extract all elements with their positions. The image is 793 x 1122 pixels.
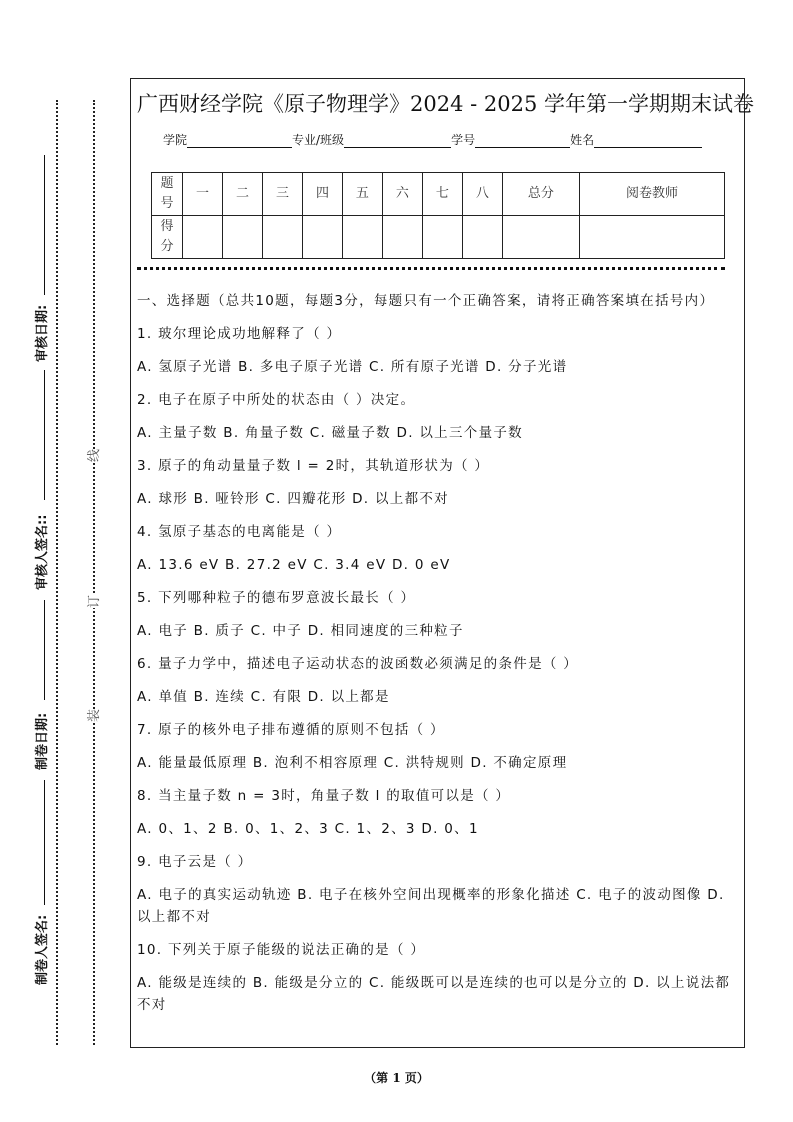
major-label: 专业/班级 (292, 133, 345, 147)
reviewer-line[interactable] (44, 370, 45, 500)
question-1: 1. 玻尔理论成功地解释了（ ） (137, 326, 342, 342)
question-10-options: A. 能级是连续的 B. 能级是分立的 C. 能级既可以是连续的也可以是分立的 D. 以上说法都不对 (137, 975, 731, 1013)
maker-line[interactable] (44, 780, 45, 905)
header-cell: 五 (342, 173, 382, 216)
question-4-options: A. 13.6 eV B. 27.2 eV C. 3.4 eV D. 0 eV (137, 557, 451, 573)
score-cell[interactable] (462, 216, 502, 259)
binding-ding: 订 (83, 595, 102, 608)
score-header-row (152, 173, 725, 216)
question-5-options: A. 电子 B. 质子 C. 中子 D. 相同速度的三种粒子 (137, 623, 464, 639)
header-cell: 四 (302, 173, 342, 216)
score-cell[interactable] (502, 216, 579, 259)
major-field[interactable] (344, 133, 451, 148)
binding-zhuang: 装 (83, 709, 102, 722)
score-cell[interactable] (580, 216, 725, 259)
dotted-separator (137, 267, 725, 270)
header-cell: 六 (382, 173, 422, 216)
reviewer-label: 审核人签名:: (35, 514, 50, 590)
question-6-options: A. 单值 B. 连续 C. 有限 D. 以上都是 (137, 689, 390, 705)
question-9: 9. 电子云是（ ） (137, 854, 253, 870)
score-cell[interactable] (222, 216, 262, 259)
question-2: 2. 电子在原子中所处的状态由（ ）决定。 (137, 392, 416, 408)
make-date-label: 制卷日期: (35, 712, 50, 770)
question-7-options: A. 能量最低原理 B. 泡利不相容原理 C. 洪特规则 D. 不确定原理 (137, 755, 568, 771)
question-list (137, 290, 737, 1027)
score-row (152, 216, 725, 259)
binding-dotted-line (93, 100, 95, 1045)
question-3-options: A. 球形 B. 哑铃形 C. 四瓣花形 D. 以上都不对 (137, 491, 449, 507)
header-cell: 二 (222, 173, 262, 216)
review-date-label: 审核日期: (35, 304, 50, 362)
exam-title: 广西财经学院《原子物理学》2024 - 2025 学年第一学期期末试卷 (137, 92, 755, 116)
id-field[interactable] (475, 133, 570, 148)
question-8: 8. 当主量子数 n = 3时，角量子数 l 的取值可以是（ ） (137, 788, 511, 804)
question-9-options: A. 电子的真实运动轨迹 B. 电子在核外空间出现概率的形象化描述 C. 电子的波动图像 D. 以上都不对 (137, 887, 725, 925)
score-table (151, 172, 725, 259)
header-cell: 总分 (502, 173, 579, 216)
student-info (163, 131, 702, 148)
question-2-options: A. 主量子数 B. 角量子数 C. 磁量子数 D. 以上三个量子数 (137, 425, 523, 441)
question-4: 4. 氢原子基态的电离能是（ ） (137, 524, 342, 540)
question-7: 7. 原子的核外电子排布遵循的原则不包括（ ） (137, 722, 445, 738)
college-label: 学院 (163, 133, 188, 147)
question-8-options: A. 0、1、2 B. 0、1、2、3 C. 1、2、3 D. 0、1 (137, 821, 479, 837)
row-label: 得分 (152, 216, 183, 259)
question-3: 3. 原子的角动量量子数 l = 2时，其轨道形状为（ ） (137, 458, 490, 474)
id-label: 学号 (451, 133, 476, 147)
header-cell: 七 (422, 173, 462, 216)
section-heading: 一、选择题（总共10题，每题3分，每题只有一个正确答案，请将正确答案填在括号内） (137, 293, 715, 309)
score-cell[interactable] (382, 216, 422, 259)
maker-label: 制卷人签名: (35, 914, 50, 985)
college-field[interactable] (187, 133, 292, 148)
score-cell[interactable] (422, 216, 462, 259)
review-date-line[interactable] (44, 155, 45, 295)
header-cell: 阅卷教师 (580, 173, 725, 216)
make-date-line[interactable] (44, 600, 45, 700)
binding-xian: 线 (83, 449, 102, 462)
question-1-options: A. 氢原子光谱 B. 多电子原子光谱 C. 所有原子光谱 D. 分子光谱 (137, 359, 568, 375)
name-label: 姓名 (570, 133, 595, 147)
score-cell[interactable] (183, 216, 223, 259)
question-6: 6. 量子力学中，描述电子运动状态的波函数必须满足的条件是（ ） (137, 656, 579, 672)
page-number: （第 1 页） (364, 1071, 429, 1085)
score-cell[interactable] (302, 216, 342, 259)
header-cell: 题号 (152, 173, 183, 216)
score-cell[interactable] (262, 216, 302, 259)
name-field[interactable] (594, 133, 702, 148)
header-cell: 三 (262, 173, 302, 216)
binding-dotted-line (56, 100, 58, 1045)
score-cell[interactable] (342, 216, 382, 259)
header-cell: 一 (183, 173, 223, 216)
question-10: 10. 下列关于原子能级的说法正确的是（ ） (137, 942, 426, 958)
header-cell: 八 (462, 173, 502, 216)
question-5: 5. 下列哪种粒子的德布罗意波长最长（ ） (137, 590, 416, 606)
